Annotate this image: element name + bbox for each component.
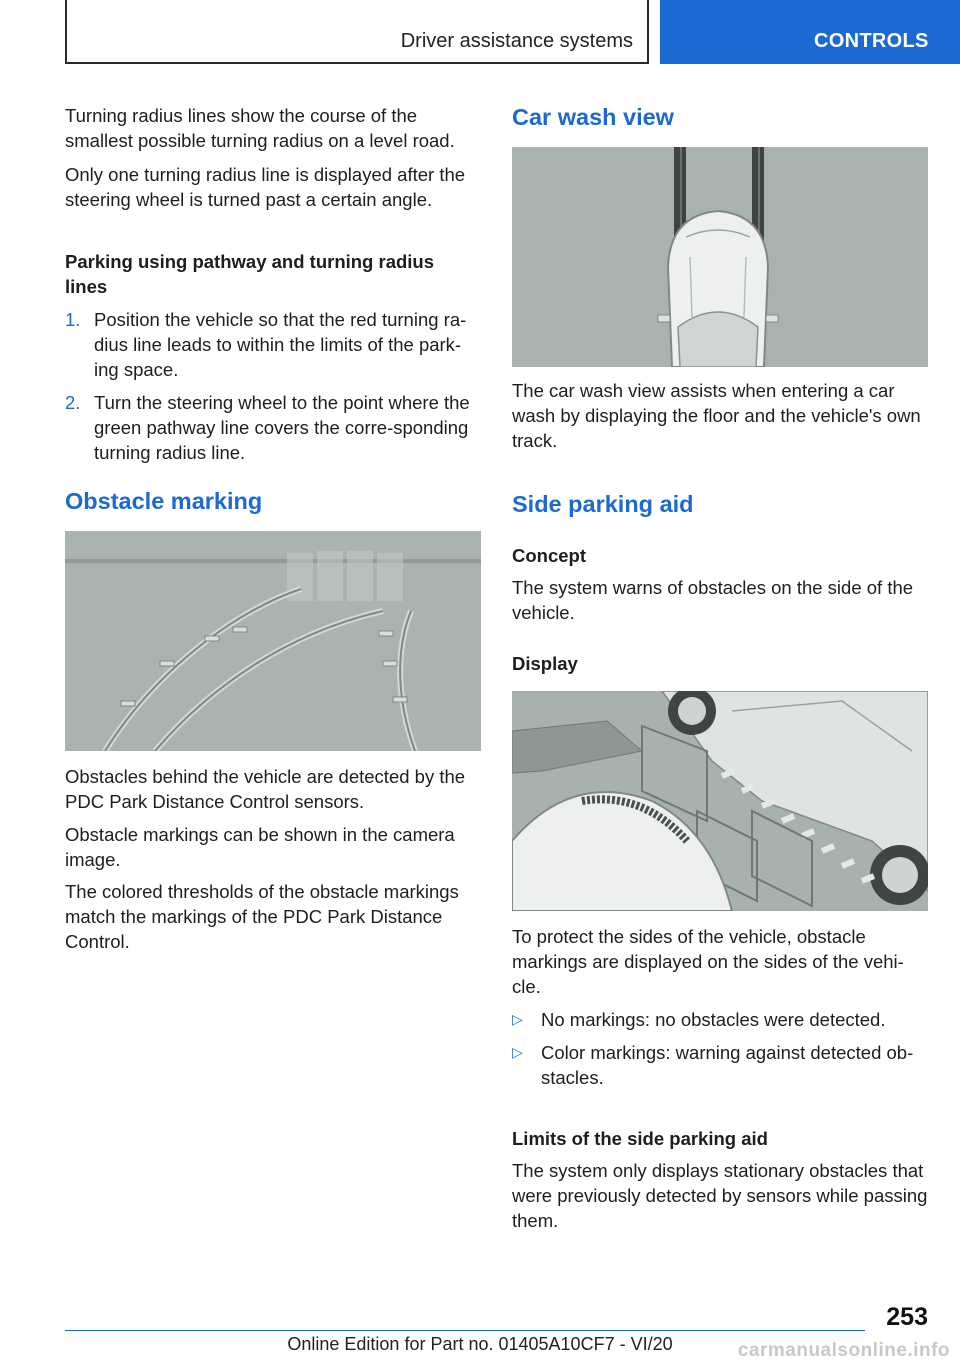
car-wash-view-figure (512, 147, 928, 367)
triangle-right-icon: ▷ (512, 1044, 523, 1060)
triangle-right-icon: ▷ (512, 1011, 523, 1027)
side-parking-display-figure (512, 691, 928, 911)
turning-radius-angle-paragraph: Only one turning radius line is displayed after the steering wheel is turned past a certain angle. (65, 164, 466, 210)
footer-edition: Online Edition for Part no. 01405A10CF7 - VI/20 (287, 1334, 673, 1354)
list-item (512, 1007, 930, 1032)
display-heading: Display (512, 653, 578, 674)
header-section-title: Driver assistance systems (400, 30, 633, 52)
header-section-box (65, 0, 649, 64)
footer-rule (65, 1330, 865, 1331)
obstacle-camera-paragraph: Obstacle markings can be shown in the camera image. (65, 824, 455, 870)
distance-mark (205, 636, 219, 641)
obstacle-marking-heading: Obstacle marking (65, 488, 263, 514)
list-item (65, 390, 481, 465)
car-wash-view-heading: Car wash view (512, 104, 674, 130)
step-number: 2. (65, 392, 81, 413)
obstacle-detection-paragraph: Obstacles behind the vehicle are detected by the PDC Park Distance Control sensors. (65, 766, 466, 812)
distance-mark (233, 627, 247, 632)
limits-paragraph: The system only displays stationary obstacles that were previously detected by sensors while passing them. (512, 1160, 928, 1231)
watermark: carmanualsonline.info (737, 1340, 950, 1361)
distance-mark (383, 661, 397, 666)
distance-mark (393, 697, 407, 702)
car-wash-paragraph: The car wash view assists when entering a car wash by displaying the floor and the vehicle's own track. (512, 380, 921, 451)
obstacle-marker-block (317, 551, 343, 601)
header-chapter-title: CONTROLS (814, 30, 929, 52)
header-chapter-tab (660, 0, 960, 64)
concept-heading: Concept (512, 545, 586, 566)
limits-heading: Limits of the side parking aid (512, 1128, 768, 1149)
step-number: 1. (65, 309, 81, 330)
obstacle-marker-block (377, 553, 403, 601)
obstacle-thresholds-paragraph: The colored thresholds of the obstacle markings match the markings of the PDC Park Distance Control. (65, 881, 459, 952)
concept-paragraph: The system warns of obstacles on the side of the vehicle. (512, 577, 914, 623)
display-paragraph: To protect the sides of the vehicle, obstacle markings are displayed on the sides of the vehi‐cle. (512, 926, 904, 997)
distance-mark (379, 631, 393, 636)
step-text: Position the vehicle so that the red turning ra‐dius line leads to within the limits of the park‐ing space. (94, 309, 467, 380)
distance-mark (121, 701, 135, 706)
turning-radius-paragraph: Turning radius lines show the course of the smallest possible turning radius on a level road. (65, 105, 455, 151)
bullet-text: No markings: no obstacles were detected. (541, 1009, 886, 1030)
page-number: 253 (886, 1303, 928, 1331)
obstacle-marker-block (347, 551, 373, 601)
list-item (65, 307, 481, 382)
obstacle-marking-figure (65, 531, 481, 751)
car-top-view (658, 211, 778, 367)
list-item (512, 1040, 930, 1090)
parking-pathway-subheading: Parking using pathway and turning radius lines (65, 251, 435, 297)
step-text: Turn the steering wheel to the point where the green pathway line covers the corre‐sponding turning radius line. (94, 392, 470, 463)
distance-mark (160, 661, 174, 666)
side-parking-aid-heading: Side parking aid (512, 491, 694, 517)
bullet-text: Color markings: warning against detected ob‐stacles. (541, 1042, 914, 1088)
